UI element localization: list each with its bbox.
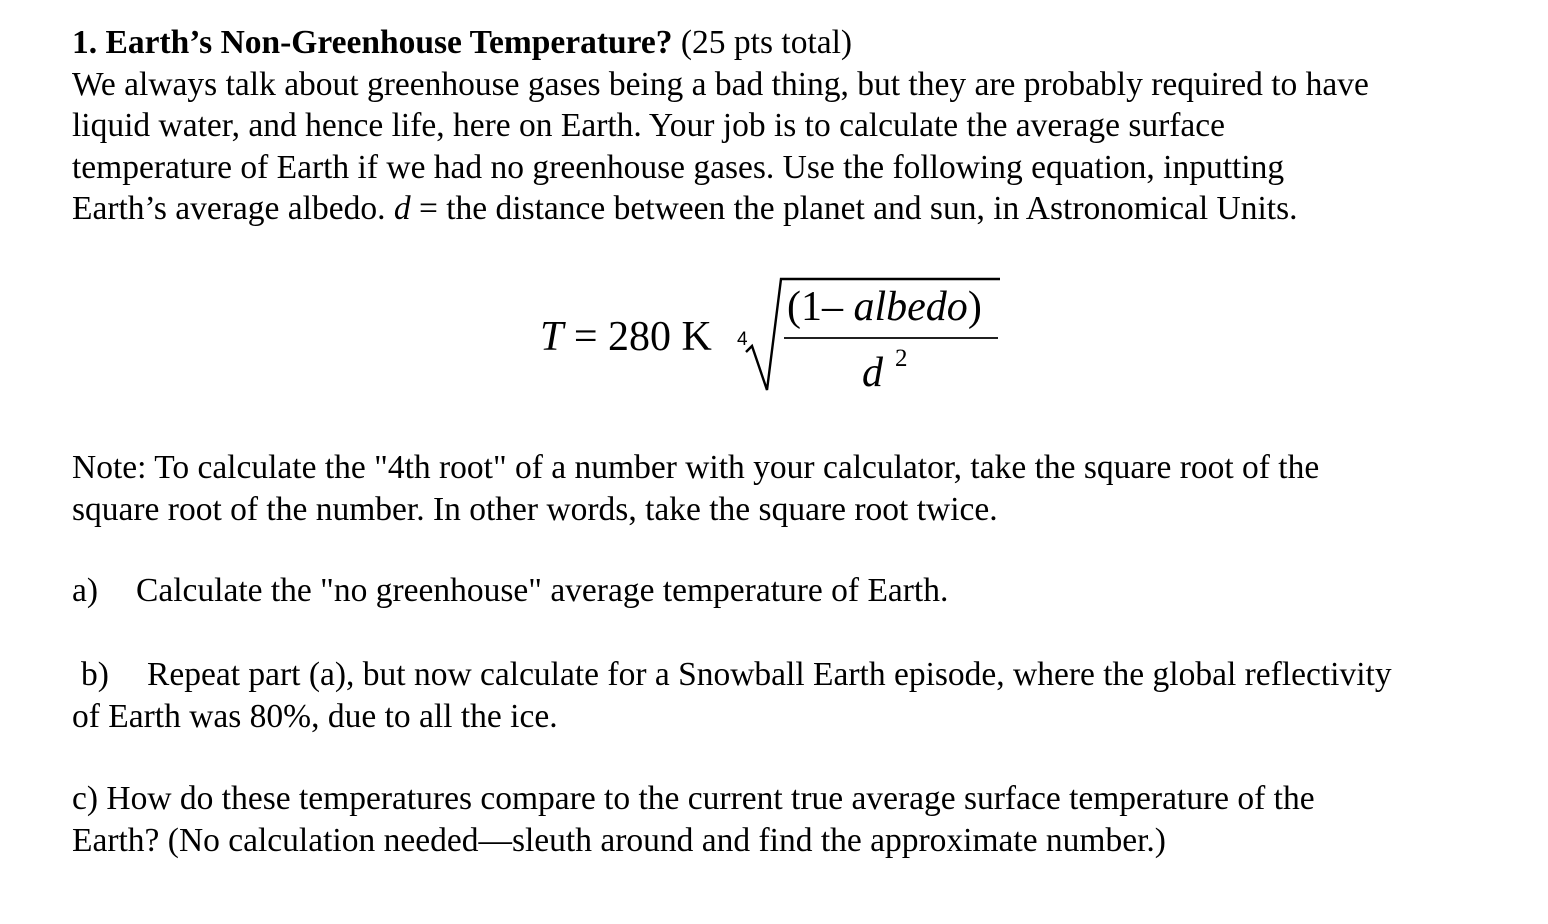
- denominator-exponent: 2: [895, 345, 908, 372]
- part-b: [72, 654, 1392, 737]
- note-line: square root of the number. In other words, take the square root twice.: [72, 490, 998, 528]
- intro-line: We always talk about greenhouse gases being a bad thing, but they are probably required to have: [72, 65, 1369, 103]
- intro-line: liquid water, and hence life, here on Earth. Your job is to calculate the average surface: [72, 107, 1226, 144]
- temperature-equation: [540, 268, 1020, 400]
- numerator-albedo: albedo: [853, 284, 968, 330]
- part-a-text: Calculate the "no greenhouse" average temperature of Earth.: [136, 572, 949, 609]
- part-a: [72, 570, 948, 612]
- question-heading: [72, 22, 1512, 64]
- numerator-close: ): [967, 284, 982, 330]
- numerator-open: (1–: [787, 284, 854, 330]
- question-points: (25 pts total): [680, 24, 853, 61]
- question-block: [72, 22, 1512, 230]
- part-c: [72, 778, 1315, 861]
- part-b-line: of Earth was 80%, due to all the ice.: [72, 697, 558, 735]
- question-intro: [72, 64, 1512, 230]
- question-title: 1. Earth’s Non-Greenhouse Temperature?: [72, 24, 673, 61]
- part-b-text: Repeat part (a), but now calculate for a Snowball Earth episode, where the global reflectivity: [147, 656, 1392, 693]
- intro-last-suffix: = the distance between the planet and sun, in Astronomical Units.: [410, 190, 1298, 227]
- calculator-note: [72, 447, 1319, 530]
- intro-line-last: [72, 188, 1512, 230]
- part-a-marker: a): [72, 572, 99, 609]
- root-index: 4: [737, 329, 748, 350]
- equation-constant: = 280 K: [563, 314, 712, 360]
- fraction-numerator: [787, 282, 982, 332]
- part-c-line: Earth? (No calculation needed—sleuth around and find the approximate number.): [72, 821, 1166, 859]
- note-line: Note: To calculate the "4th root" of a number with your calculator, take the square root of the: [72, 449, 1320, 486]
- part-b-marker: b): [81, 656, 109, 693]
- fraction-denominator: d: [862, 350, 883, 396]
- equation-lhs: [540, 312, 712, 362]
- part-b-line: [72, 654, 1392, 696]
- equation-variable-t: T: [540, 314, 564, 360]
- intro-line: temperature of Earth if we had no greenhouse gases. Use the following equation, inputting: [72, 148, 1285, 186]
- intro-last-prefix: Earth’s average albedo.: [72, 190, 394, 227]
- part-c-line: c) How do these temperatures compare to the current true average surface temperature of the: [72, 780, 1315, 817]
- intro-variable-d: d: [393, 190, 411, 227]
- part-a-line: [72, 570, 948, 612]
